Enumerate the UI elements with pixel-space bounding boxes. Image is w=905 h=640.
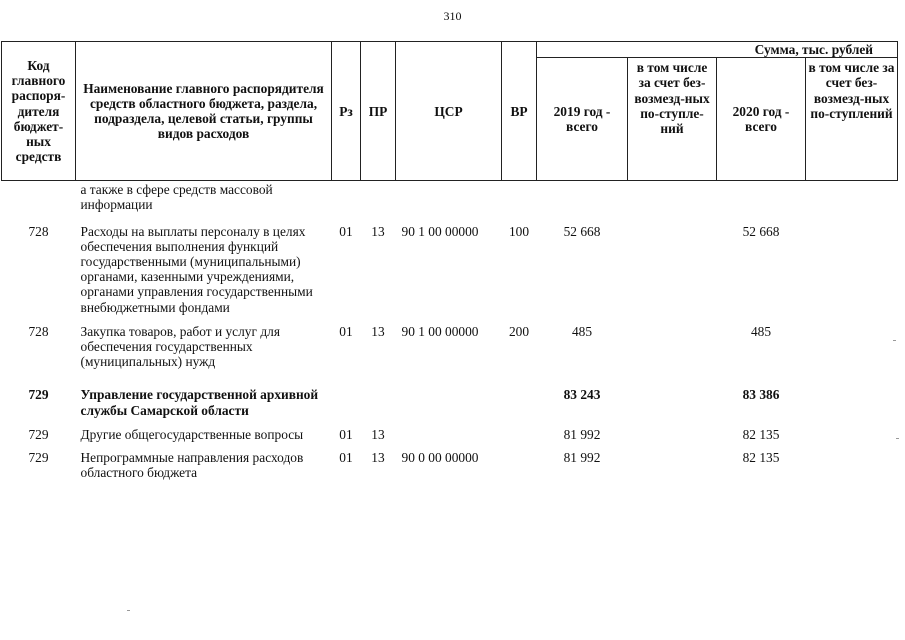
cell-sum-2019: 81 992 xyxy=(563,450,601,466)
cell-vr xyxy=(502,181,537,213)
cell-rz: 01 xyxy=(339,426,353,442)
header-2019-gratuitous: в том числе за счет без-возмезд-ных по-ступле-ний xyxy=(628,58,717,181)
cell-sum-2019: 83 243 xyxy=(563,387,601,403)
cell-code: 729 xyxy=(28,387,49,403)
cell-pr: 13 xyxy=(371,223,385,239)
cell-name: Расходы на выплаты персоналу в целях обеспечения выполнения функций государственными (муниципальными) органами, казенными учреждениями, органами управления государственными внебюджетными фондами xyxy=(80,223,313,315)
header-name: Наименование главного распорядителя средств областного бюджета, раздела, подраздела, целевой статьи, группы видов расходов xyxy=(76,42,332,181)
table-row xyxy=(2,442,898,480)
cell-sum-2020-gratuitous xyxy=(806,213,898,315)
cell-pr: 13 xyxy=(371,426,385,442)
cell-name: Управление государственной архивной службы Самарской области xyxy=(80,387,319,418)
header-csr: ЦСР xyxy=(396,42,502,181)
cell-sum-2020: 52 668 xyxy=(742,223,780,239)
cell-sum-2019 xyxy=(537,181,628,213)
header-sum-title: Сумма, тыс. рублей xyxy=(537,42,898,58)
cell-sum-2019-gratuitous xyxy=(628,442,717,480)
cell-sum-2019-gratuitous xyxy=(628,315,717,370)
header-2020-gratuitous: в том числе за счет без-возмезд-ных по-ступлений xyxy=(806,58,898,181)
header-rz: Рз xyxy=(332,42,361,181)
header-2019-total: 2019 год - всего xyxy=(537,58,628,181)
cell-rz: 01 xyxy=(339,450,353,466)
cell-name: Другие общегосударственные вопросы xyxy=(80,426,304,442)
cell-code xyxy=(2,181,76,213)
cell-code: 728 xyxy=(28,323,49,339)
scan-speck xyxy=(896,438,899,439)
cell-sum-2019-gratuitous xyxy=(628,369,717,417)
cell-name: Закупка товаров, работ и услуг для обеспечения государственных (муниципальных) нужд xyxy=(80,323,280,370)
scan-speck xyxy=(893,340,896,341)
table-row xyxy=(2,213,898,315)
header-code: Код главного распоря-дителя бюджет-ных средств xyxy=(2,42,76,181)
cell-sum-2019: 485 xyxy=(571,323,593,339)
scan-speck xyxy=(127,610,130,611)
cell-sum-2020-gratuitous xyxy=(806,181,898,213)
cell-sum-2020: 82 135 xyxy=(742,450,780,466)
header-pr: ПР xyxy=(361,42,396,181)
cell-name: Непрограммные направления расходов областного бюджета xyxy=(80,450,304,481)
cell-sum-2020-gratuitous xyxy=(806,442,898,480)
cell-code: 729 xyxy=(28,450,49,466)
cell-csr xyxy=(396,418,502,442)
cell-vr xyxy=(502,442,537,480)
cell-pr: 13 xyxy=(371,450,385,466)
table-header xyxy=(2,42,898,181)
cell-sum-2020-gratuitous xyxy=(806,418,898,442)
cell-code: 728 xyxy=(28,223,49,239)
cell-sum-2020 xyxy=(717,181,806,213)
page-number: 310 xyxy=(443,9,462,23)
cell-sum-2020: 485 xyxy=(750,323,772,339)
cell-vr: 200 xyxy=(508,323,530,339)
cell-rz xyxy=(332,181,361,213)
cell-rz xyxy=(332,369,361,417)
cell-pr xyxy=(361,369,396,417)
cell-vr xyxy=(502,418,537,442)
table-row xyxy=(2,315,898,370)
cell-vr xyxy=(502,369,537,417)
table-row xyxy=(2,181,898,213)
cell-csr: 90 0 00 00000 xyxy=(401,450,479,466)
budget-table xyxy=(1,41,898,480)
cell-sum-2020: 82 135 xyxy=(742,426,780,442)
cell-sum-2019-gratuitous xyxy=(628,418,717,442)
cell-sum-2020: 83 386 xyxy=(742,387,780,403)
cell-code: 729 xyxy=(28,426,49,442)
cell-pr: 13 xyxy=(371,323,385,339)
cell-csr: 90 1 00 00000 xyxy=(401,323,479,339)
cell-csr xyxy=(396,369,502,417)
cell-rz: 01 xyxy=(339,223,353,239)
cell-pr xyxy=(361,181,396,213)
cell-csr: 90 1 00 00000 xyxy=(401,223,479,239)
table-row xyxy=(2,369,898,417)
cell-rz: 01 xyxy=(339,323,353,339)
cell-sum-2019: 52 668 xyxy=(563,223,601,239)
table-row xyxy=(2,418,898,442)
cell-csr xyxy=(396,181,502,213)
cell-name: а также в сфере средств массовой информации xyxy=(80,182,273,213)
cell-sum-2019-gratuitous xyxy=(628,181,717,213)
cell-sum-2019-gratuitous xyxy=(628,213,717,315)
cell-sum-2019: 81 992 xyxy=(563,426,601,442)
header-vr: ВР xyxy=(502,42,537,181)
table-body xyxy=(2,181,898,481)
header-2020-total: 2020 год - всего xyxy=(717,58,806,181)
cell-sum-2020-gratuitous xyxy=(806,369,898,417)
cell-sum-2020-gratuitous xyxy=(806,315,898,370)
cell-vr: 100 xyxy=(508,223,530,239)
